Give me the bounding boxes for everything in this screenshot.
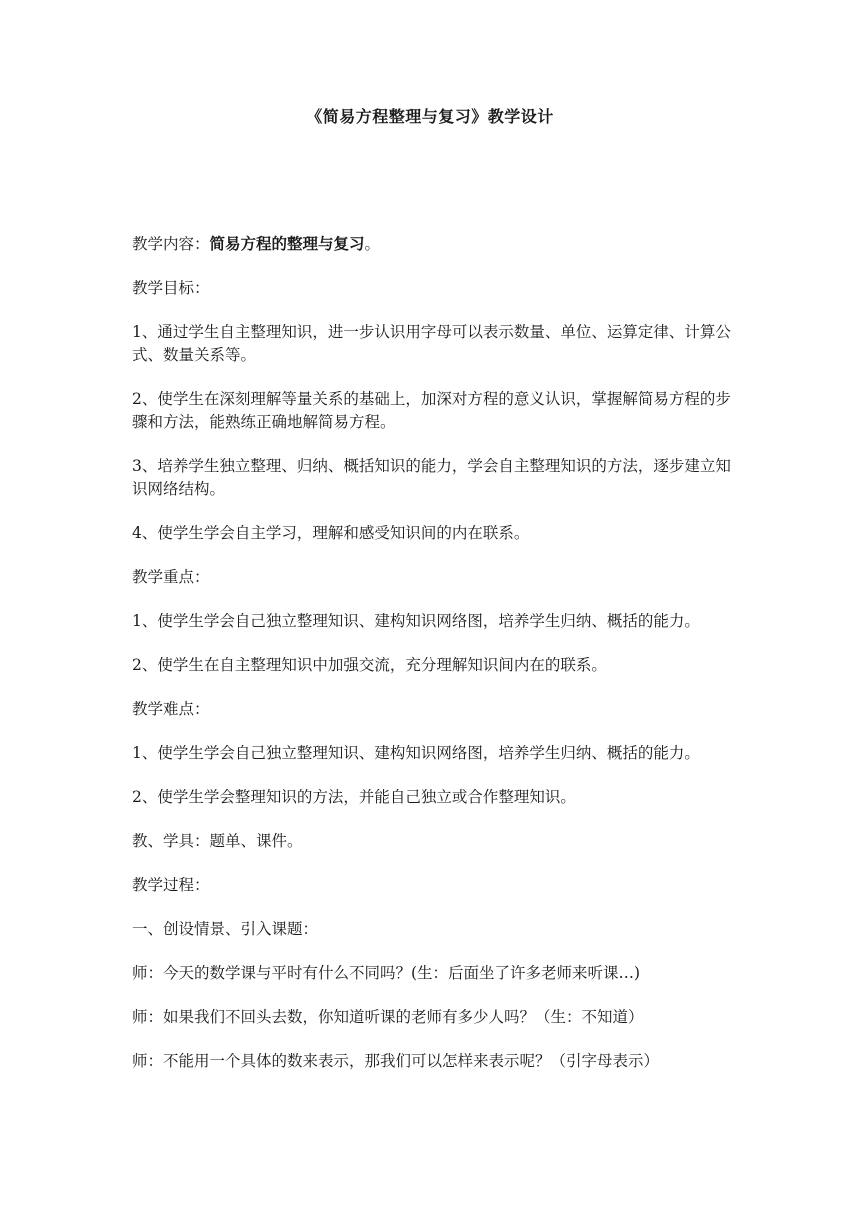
- section-one-heading: 一、创设情景、引入课题：: [132, 920, 319, 938]
- document-title: 《简易方程整理与复习》教学设计: [306, 107, 554, 126]
- objective-item: 2、使学生在深刻理解等量关系的基础上，加深对方程的意义认识，掌握解简易方程的步骤和方法，能熟练正确地解简易方程。: [132, 390, 731, 431]
- teaching-content-label: 教学内容：: [132, 235, 210, 253]
- objective-item: 3、培养学生独立整理、归纳、概括知识的能力，学会自主整理知识的方法，逐步建立知识网络结构。: [132, 457, 731, 498]
- difficulties-heading: 教学难点：: [132, 700, 210, 718]
- key-point-item: 2、使学生在自主整理知识中加强交流，充分理解知识间内在的联系。: [132, 656, 607, 674]
- teaching-content-value: 简易方程的整理与复习: [209, 234, 365, 253]
- teaching-tools: 教、学具：题单、课件。: [132, 832, 303, 850]
- dialogue-line: 师：今天的数学课与平时有什么不同吗？(生：后面坐了许多老师来听课…): [132, 964, 641, 982]
- key-points-heading: 教学重点：: [132, 568, 210, 586]
- teaching-content-line: [132, 232, 732, 256]
- objectives-heading: 教学目标：: [132, 279, 210, 297]
- objective-item: 4、使学生学会自主学习，理解和感受知识间的内在联系。: [132, 524, 530, 542]
- objective-item: 1、通过学生自主整理知识，进一步认识用字母可以表示数量、单位、运算定律、计算公式、数量关系等。: [132, 323, 731, 364]
- key-point-item: 1、使学生学会自己独立整理知识、建构知识网络图，培养学生归纳、概括的能力。: [132, 612, 700, 630]
- difficulty-item: 2、使学生学会整理知识的方法，并能自己独立或合作整理知识。: [132, 788, 576, 806]
- process-heading: 教学过程：: [132, 876, 210, 894]
- dialogue-line: 师：不能用一个具体的数来表示，那我们可以怎样来表示呢？（引字母表示）: [132, 1052, 660, 1070]
- difficulty-item: 1、使学生学会自己独立整理知识、建构知识网络图，培养学生归纳、概括的能力。: [132, 744, 700, 762]
- dialogue-line: 师：如果我们不回头去数，你知道听课的老师有多少人吗？（生：不知道）: [132, 1008, 644, 1026]
- document-body: [132, 232, 732, 1094]
- teaching-content-end: 。: [364, 235, 381, 253]
